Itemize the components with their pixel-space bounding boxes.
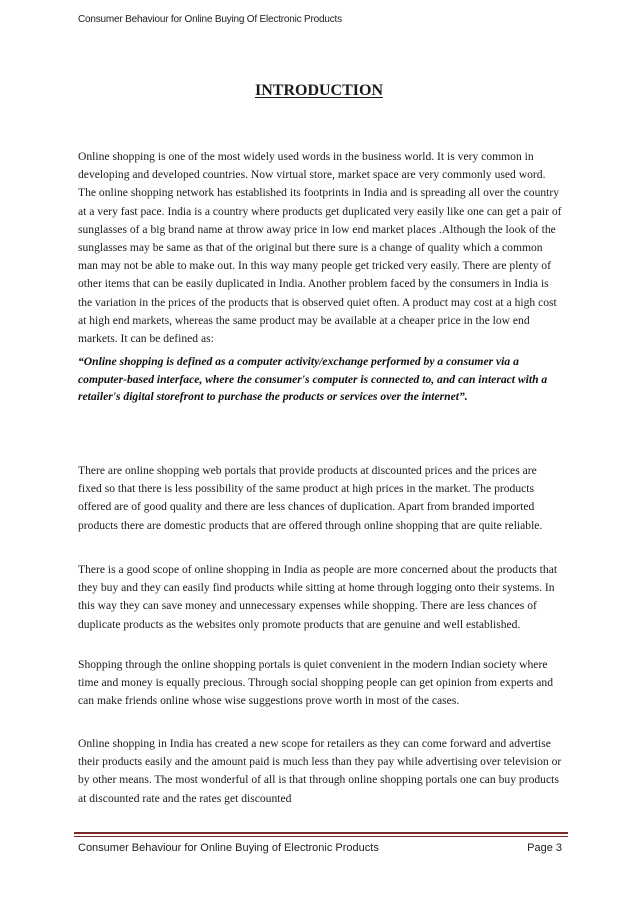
paragraph-web-portals: There are online shopping web portals that provide products at discounted prices and the prices are fixed so that there is less possibility of the same product at high prices in the market. The products offered are of good quality and there are less chances of duplication. Apart from branded imported products there are domestic products that are offered through online shopping that are quite reliable. [78, 464, 543, 532]
paragraph-convenience: Shopping through the online shopping portals is quiet convenient in the modern Indian society where time and money is equally precious. Through social shopping people can get opinion from experts and can make friends online whose wise suggestions prove worth in most of the cases. [78, 658, 554, 708]
running-header: Consumer Behaviour for Online Buying Of Electronic Products [78, 14, 342, 25]
paragraph-scope: There is a good scope of online shopping in India as people are more concerned about the products that they buy and they can easily find products while sitting at home through logging onto their systems. In this way they can save money and unnecessary expenses while shopping. There are less chances of duplicate products as the websites only promote products that are genuine and well established. [78, 563, 558, 631]
paragraph-retailers: Online shopping in India has created a new scope for retailers as they can come forward and advertise their products easily and the amount paid is much less than they pay while advertising over television or by other means. The most wonderful of all is that through online shopping portals one can buy products at discounted rate and the rates get discounted [78, 737, 562, 805]
footer-rule [74, 832, 568, 834]
definition-quote: “Online shopping is defined as a computer activity/exchange performed by a consumer via a computer-based interface, where the consumer's computer is connected to, and can interact with a retailer's digital storefront to purchase the products or services over the internet”. [78, 355, 548, 403]
footer-title: Consumer Behaviour for Online Buying of Electronic Products [78, 842, 379, 854]
paragraph-intro: Online shopping is one of the most widely used words in the business world. It is very common in developing and developed countries. Now virtual store, market space are very commonly used word. The online shopping network has established its footprints in India and is spreading all over the country at a very fast pace. India is a country where products get duplicated very easily like one can get a pair of sunglasses of a big brand name at throw away price in low end market places .Although the look of the sunglasses may be same as that of the original but there sure is a change of quality which a common man may not be able to make out. In this way many people get tricked very easily. There are plenty of other items that can be easily duplicated in India. Another problem faced by the consumers in India is the variation in the prices of the products that is observed quiet often. A product may cost at a high cost at high end markets, whereas the same product may be available at a cheaper price in the low end markets. It can be defined as: [78, 150, 562, 346]
page-number: Page 3 [527, 842, 562, 854]
footer-rule-thin [74, 836, 568, 837]
page-title: INTRODUCTION [254, 82, 383, 99]
